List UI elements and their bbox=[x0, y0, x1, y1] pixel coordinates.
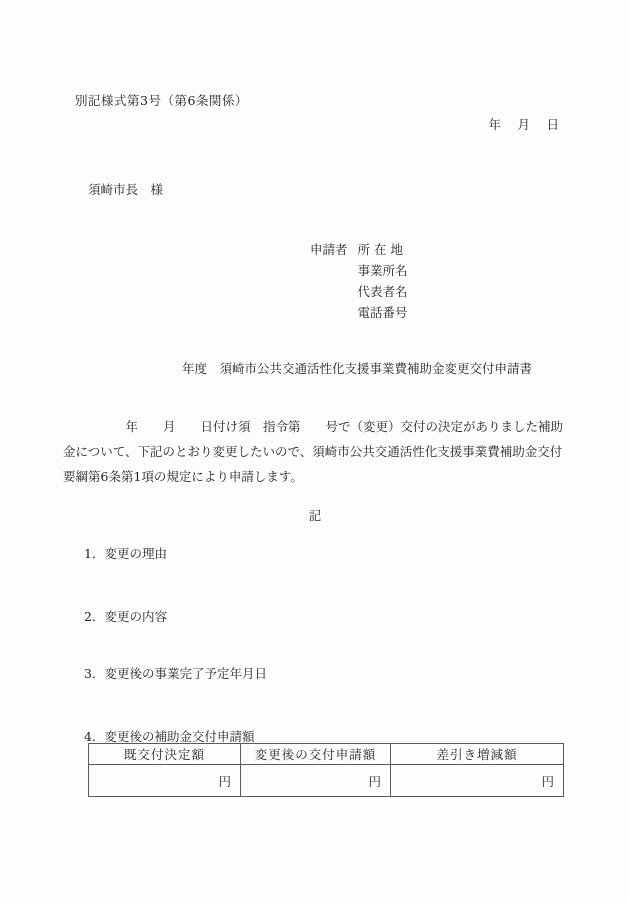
addressee: 須崎市長 様 bbox=[88, 182, 164, 197]
applicant-field-phone-number: 電話番号 bbox=[357, 305, 408, 320]
col-header-difference-amount: 差引き増減額 bbox=[391, 744, 564, 765]
form-number: 別記様式第3号（第6条関係） bbox=[75, 93, 248, 108]
applicant-field-representative-name: 代表者名 bbox=[357, 284, 408, 299]
body-line: 要綱第6条第1項の規定により申請します。 bbox=[63, 469, 303, 484]
applicant-field-address: 所 在 地 bbox=[357, 242, 403, 257]
cell-changed-application-amount-yen: 円 bbox=[241, 765, 391, 797]
cell-decided-amount-yen: 円 bbox=[89, 765, 241, 797]
amount-table-header-row bbox=[89, 744, 564, 765]
body-paragraph bbox=[63, 414, 575, 489]
cell-difference-amount-yen: 円 bbox=[391, 765, 564, 797]
item-change-content: 2．変更の内容 bbox=[84, 609, 167, 624]
applicant-fields bbox=[358, 239, 408, 323]
item-application-amount: 4．変更後の補助金交付申請額 bbox=[84, 729, 255, 744]
amount-table-value-row bbox=[89, 765, 564, 797]
col-header-decided-amount: 既交付決定額 bbox=[89, 744, 241, 765]
item-change-reason: 1．変更の理由 bbox=[84, 546, 167, 561]
col-header-changed-application-amount: 変更後の交付申請額 bbox=[241, 744, 391, 765]
amount-table bbox=[88, 743, 564, 797]
record-marker: 記 bbox=[308, 508, 322, 523]
body-line: 金について、下記のとおり変更したいので、須崎市公共交通活性化支援事業費補助金交付 bbox=[63, 444, 563, 459]
document-title: 年度 須崎市公共交通活性化支援事業費補助金変更交付申請書 bbox=[181, 361, 532, 376]
body-line: 年 月 日付け須 指令第 号で（変更）交付の決定がありました補助 bbox=[63, 419, 564, 434]
date-line: 年 月 日 bbox=[488, 117, 561, 132]
applicant-label: 申請者 bbox=[310, 242, 348, 257]
applicant-field-office-name: 事業所名 bbox=[357, 263, 408, 278]
applicant-block bbox=[310, 239, 408, 323]
item-completion-date: 3．変更後の事業完了予定年月日 bbox=[84, 666, 267, 681]
